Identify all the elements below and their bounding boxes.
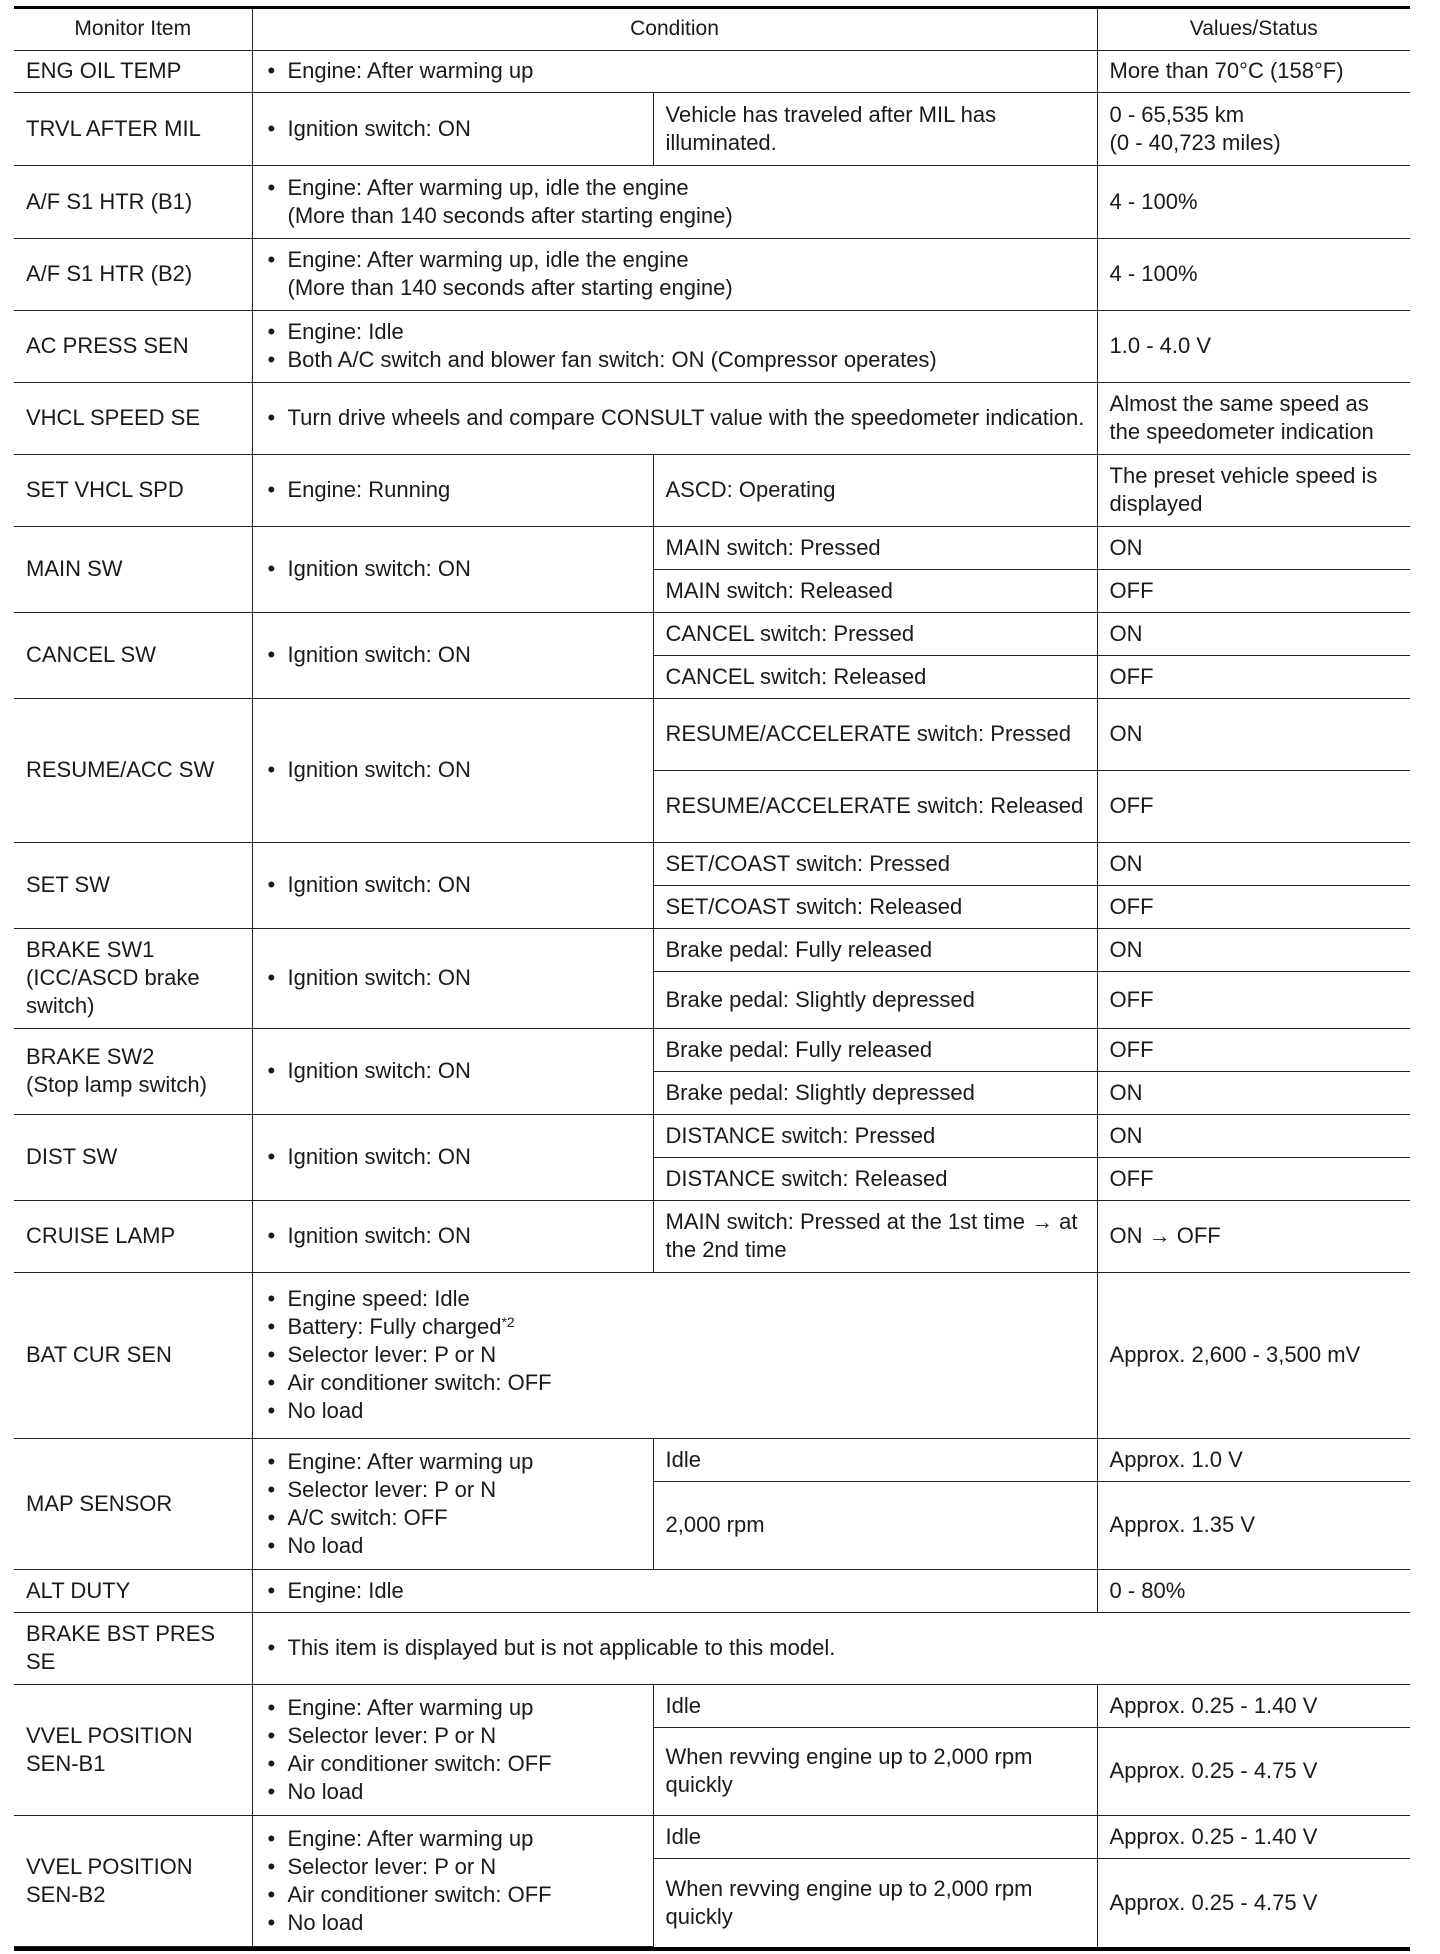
condition-bullet: • Air conditioner switch: OFF bbox=[265, 1369, 1085, 1397]
monitor-item-name: BAT CUR SEN bbox=[14, 1272, 252, 1438]
condition-bullet bbox=[265, 1313, 1085, 1341]
condition-bullet: • Engine: After warming up bbox=[265, 1694, 641, 1722]
table-row bbox=[14, 1114, 1410, 1157]
condition-bullet: • Ignition switch: ON bbox=[265, 871, 641, 899]
monitor-item-name: BRAKE BST PRES SE bbox=[14, 1612, 252, 1684]
item-line: (ICC/ASCD brake switch) bbox=[26, 965, 200, 1019]
table-row bbox=[14, 310, 1410, 382]
condition-cell bbox=[252, 1272, 1097, 1438]
condition-bullet bbox=[265, 174, 1085, 230]
condition-cell bbox=[252, 50, 1097, 92]
monitor-item-name bbox=[14, 1684, 252, 1815]
condition-bullet: • No load bbox=[265, 1778, 641, 1806]
condition-bullet: • Engine speed: Idle bbox=[265, 1285, 1085, 1313]
table-row bbox=[14, 1684, 1410, 1727]
condition-bullet bbox=[265, 246, 1085, 302]
value-cell: OFF bbox=[1097, 655, 1410, 698]
condition-cell bbox=[252, 1438, 653, 1569]
footnote-marker: *2 bbox=[501, 1314, 515, 1331]
value-cell: 4 - 100% bbox=[1097, 238, 1410, 310]
condition-bullet: • Ignition switch: ON bbox=[265, 964, 641, 992]
value-cell: Approx. 0.25 - 1.40 V bbox=[1097, 1815, 1410, 1858]
condition-cell bbox=[252, 1815, 653, 1946]
monitor-item-name: DIST SW bbox=[14, 1114, 252, 1200]
table-row bbox=[14, 1815, 1410, 1858]
condition-cell bbox=[252, 1200, 653, 1272]
sub-condition-cell: ASCD: Operating bbox=[653, 454, 1097, 526]
monitor-item-name: CRUISE LAMP bbox=[14, 1200, 252, 1272]
monitor-item-name: MAP SENSOR bbox=[14, 1438, 252, 1569]
value-cell: 0 - 80% bbox=[1097, 1569, 1410, 1612]
sub-condition-cell: Idle bbox=[653, 1438, 1097, 1481]
condition-bullet: • Both A/C switch and blower fan switch: ON (Compressor operates) bbox=[265, 346, 1085, 374]
condition-bullet: • No load bbox=[265, 1397, 1085, 1425]
monitor-item-name: VHCL SPEED SE bbox=[14, 382, 252, 454]
table-row bbox=[14, 1612, 1410, 1684]
header-monitor-item: Monitor Item bbox=[14, 9, 252, 50]
monitor-item-document bbox=[14, 6, 1410, 1951]
table-row bbox=[14, 238, 1410, 310]
value-cell: Approx. 2,600 - 3,500 mV bbox=[1097, 1272, 1410, 1438]
value-line: (0 - 40,723 miles) bbox=[1109, 129, 1281, 155]
monitor-item-name bbox=[14, 1028, 252, 1114]
condition-bullet: • Ignition switch: ON bbox=[265, 756, 641, 784]
sub-condition-cell: RESUME/ACCELERATE switch: Pressed bbox=[653, 698, 1097, 770]
condition-bullet: • Air conditioner switch: OFF bbox=[265, 1881, 641, 1909]
condition-bullet: • A/C switch: OFF bbox=[265, 1504, 641, 1532]
sub-condition-cell: DISTANCE switch: Released bbox=[653, 1157, 1097, 1200]
value-cell: ON bbox=[1097, 698, 1410, 770]
table-row bbox=[14, 382, 1410, 454]
sub-condition-cell: CANCEL switch: Pressed bbox=[653, 612, 1097, 655]
condition-bullet: • Selector lever: P or N bbox=[265, 1853, 641, 1881]
condition-bullet: • Ignition switch: ON bbox=[265, 1143, 641, 1171]
item-line: VVEL POSITION bbox=[26, 1853, 193, 1879]
item-line: SEN-B2 bbox=[26, 1881, 106, 1907]
sub-condition-cell: SET/COAST switch: Pressed bbox=[653, 842, 1097, 885]
condition-text: Battery: Fully charged bbox=[287, 1314, 502, 1340]
monitor-item-name: SET SW bbox=[14, 842, 252, 928]
value-cell: OFF bbox=[1097, 770, 1410, 842]
monitor-item-name: SET VHCL SPD bbox=[14, 454, 252, 526]
value-cell: ON bbox=[1097, 612, 1410, 655]
condition-bullet: • Selector lever: P or N bbox=[265, 1722, 641, 1750]
monitor-item-name: ENG OIL TEMP bbox=[14, 50, 252, 92]
table-row bbox=[14, 526, 1410, 569]
monitor-item-name: A/F S1 HTR (B2) bbox=[14, 238, 252, 310]
table-row bbox=[14, 1028, 1410, 1071]
value-cell: More than 70°C (158°F) bbox=[1097, 50, 1410, 92]
table-row bbox=[14, 698, 1410, 770]
value-cell: 1.0 - 4.0 V bbox=[1097, 310, 1410, 382]
value-cell: Approx. 1.0 V bbox=[1097, 1438, 1410, 1481]
condition-cell bbox=[252, 526, 653, 612]
table-row bbox=[14, 92, 1410, 165]
condition-bullet: • Engine: After warming up bbox=[265, 57, 1085, 85]
condition-bullet: • Ignition switch: ON bbox=[265, 115, 641, 143]
table-row bbox=[14, 1272, 1410, 1438]
item-line: (Stop lamp switch) bbox=[26, 1072, 207, 1098]
value-cell: The preset vehicle speed is displayed bbox=[1097, 454, 1410, 526]
item-line: BRAKE SW2 bbox=[26, 1044, 155, 1070]
monitor-item-name: CANCEL SW bbox=[14, 612, 252, 698]
condition-bullet: • Engine: After warming up bbox=[265, 1825, 641, 1853]
monitor-item-name: AC PRESS SEN bbox=[14, 310, 252, 382]
table-row bbox=[14, 1569, 1410, 1612]
value-cell: Approx. 0.25 - 1.40 V bbox=[1097, 1684, 1410, 1727]
sub-condition-cell: RESUME/ACCELERATE switch: Released bbox=[653, 770, 1097, 842]
monitor-item-name: MAIN SW bbox=[14, 526, 252, 612]
header-condition: Condition bbox=[252, 9, 1097, 50]
value-cell: OFF bbox=[1097, 1157, 1410, 1200]
monitor-item-table bbox=[14, 9, 1410, 1947]
value-cell: ON bbox=[1097, 1071, 1410, 1114]
monitor-item-name: TRVL AFTER MIL bbox=[14, 92, 252, 165]
value-cell: OFF bbox=[1097, 885, 1410, 928]
monitor-item-name bbox=[14, 928, 252, 1028]
value-line: 0 - 65,535 km bbox=[1109, 101, 1245, 127]
condition-bullet: • Turn drive wheels and compare CONSULT value with the speedometer indication. bbox=[265, 404, 1085, 432]
value-cell: ON bbox=[1097, 526, 1410, 569]
table-row bbox=[14, 454, 1410, 526]
sub-condition-cell: MAIN switch: Released bbox=[653, 569, 1097, 612]
header-values-status: Values/Status bbox=[1097, 9, 1410, 50]
sub-condition-cell: 2,000 rpm bbox=[653, 1481, 1097, 1569]
table-row bbox=[14, 50, 1410, 92]
value-cell: OFF bbox=[1097, 569, 1410, 612]
value-cell: ON bbox=[1097, 842, 1410, 885]
condition-bullet: • Engine: Running bbox=[265, 476, 641, 504]
sub-condition-cell: CANCEL switch: Released bbox=[653, 655, 1097, 698]
sub-condition-cell: Brake pedal: Fully released bbox=[653, 1028, 1097, 1071]
table-row bbox=[14, 612, 1410, 655]
condition-cell bbox=[252, 698, 653, 842]
table-row bbox=[14, 842, 1410, 885]
condition-cell bbox=[252, 1569, 1097, 1612]
sub-condition-cell: Idle bbox=[653, 1684, 1097, 1727]
sub-condition-cell: DISTANCE switch: Pressed bbox=[653, 1114, 1097, 1157]
condition-line: (More than 140 seconds after starting engine) bbox=[287, 202, 733, 228]
condition-bullet: • No load bbox=[265, 1909, 641, 1937]
value-cell: Approx. 0.25 - 4.75 V bbox=[1097, 1727, 1410, 1815]
condition-bullet: • Engine: Idle bbox=[265, 1577, 1085, 1605]
condition-line: (More than 140 seconds after starting engine) bbox=[287, 275, 733, 301]
condition-cell bbox=[252, 1612, 1410, 1684]
condition-cell bbox=[252, 454, 653, 526]
condition-cell bbox=[252, 612, 653, 698]
sub-condition-cell: Vehicle has traveled after MIL has illuminated. bbox=[653, 92, 1097, 165]
condition-bullet: • Selector lever: P or N bbox=[265, 1341, 1085, 1369]
value-cell: OFF bbox=[1097, 971, 1410, 1028]
sub-condition-cell: MAIN switch: Pressed at the 1st time → at the 2nd time bbox=[653, 1200, 1097, 1272]
condition-cell bbox=[252, 165, 1097, 238]
value-cell bbox=[1097, 92, 1410, 165]
condition-bullet: • Ignition switch: ON bbox=[265, 641, 641, 669]
monitor-item-name: RESUME/ACC SW bbox=[14, 698, 252, 842]
condition-bullet: • Ignition switch: ON bbox=[265, 1057, 641, 1085]
condition-cell bbox=[252, 928, 653, 1028]
condition-bullet: • Engine: Idle bbox=[265, 318, 1085, 346]
table-header-row bbox=[14, 9, 1410, 50]
condition-bullet: • Engine: After warming up bbox=[265, 1448, 641, 1476]
condition-line: Engine: After warming up, idle the engine bbox=[287, 247, 689, 273]
condition-bullet: • Selector lever: P or N bbox=[265, 1476, 641, 1504]
value-cell: Almost the same speed as the speedometer indication bbox=[1097, 382, 1410, 454]
monitor-item-name bbox=[14, 1815, 252, 1946]
condition-bullet: • Ignition switch: ON bbox=[265, 1222, 641, 1250]
condition-cell bbox=[252, 238, 1097, 310]
value-cell: ON bbox=[1097, 1114, 1410, 1157]
condition-bullet: • This item is displayed but is not applicable to this model. bbox=[265, 1634, 1399, 1662]
condition-cell bbox=[252, 92, 653, 165]
value-cell: ON → OFF bbox=[1097, 1200, 1410, 1272]
sub-condition-cell: MAIN switch: Pressed bbox=[653, 526, 1097, 569]
condition-cell bbox=[252, 310, 1097, 382]
condition-cell bbox=[252, 382, 1097, 454]
value-cell: Approx. 1.35 V bbox=[1097, 1481, 1410, 1569]
condition-bullet: • Air conditioner switch: OFF bbox=[265, 1750, 641, 1778]
value-cell: OFF bbox=[1097, 1028, 1410, 1071]
sub-condition-cell: SET/COAST switch: Released bbox=[653, 885, 1097, 928]
condition-bullet: • Ignition switch: ON bbox=[265, 555, 641, 583]
item-line: SEN-B1 bbox=[26, 1750, 106, 1776]
sub-condition-cell: When revving engine up to 2,000 rpm quickly bbox=[653, 1727, 1097, 1815]
monitor-item-name: ALT DUTY bbox=[14, 1569, 252, 1612]
item-line: VVEL POSITION bbox=[26, 1722, 193, 1748]
item-line: BRAKE SW1 bbox=[26, 937, 155, 963]
value-cell: 4 - 100% bbox=[1097, 165, 1410, 238]
table-row bbox=[14, 165, 1410, 238]
condition-line: Engine: After warming up, idle the engine bbox=[287, 174, 689, 200]
sub-condition-cell: When revving engine up to 2,000 rpm quickly bbox=[653, 1858, 1097, 1946]
sub-condition-cell: Brake pedal: Fully released bbox=[653, 928, 1097, 971]
value-cell: ON bbox=[1097, 928, 1410, 971]
table-row bbox=[14, 928, 1410, 971]
sub-condition-cell: Idle bbox=[653, 1815, 1097, 1858]
condition-cell bbox=[252, 842, 653, 928]
condition-cell bbox=[252, 1114, 653, 1200]
table-row bbox=[14, 1200, 1410, 1272]
sub-condition-cell: Brake pedal: Slightly depressed bbox=[653, 971, 1097, 1028]
monitor-item-name: A/F S1 HTR (B1) bbox=[14, 165, 252, 238]
condition-bullet: • No load bbox=[265, 1532, 641, 1560]
sub-condition-cell: Brake pedal: Slightly depressed bbox=[653, 1071, 1097, 1114]
condition-cell bbox=[252, 1028, 653, 1114]
value-cell: Approx. 0.25 - 4.75 V bbox=[1097, 1858, 1410, 1946]
condition-cell bbox=[252, 1684, 653, 1815]
table-row bbox=[14, 1438, 1410, 1481]
